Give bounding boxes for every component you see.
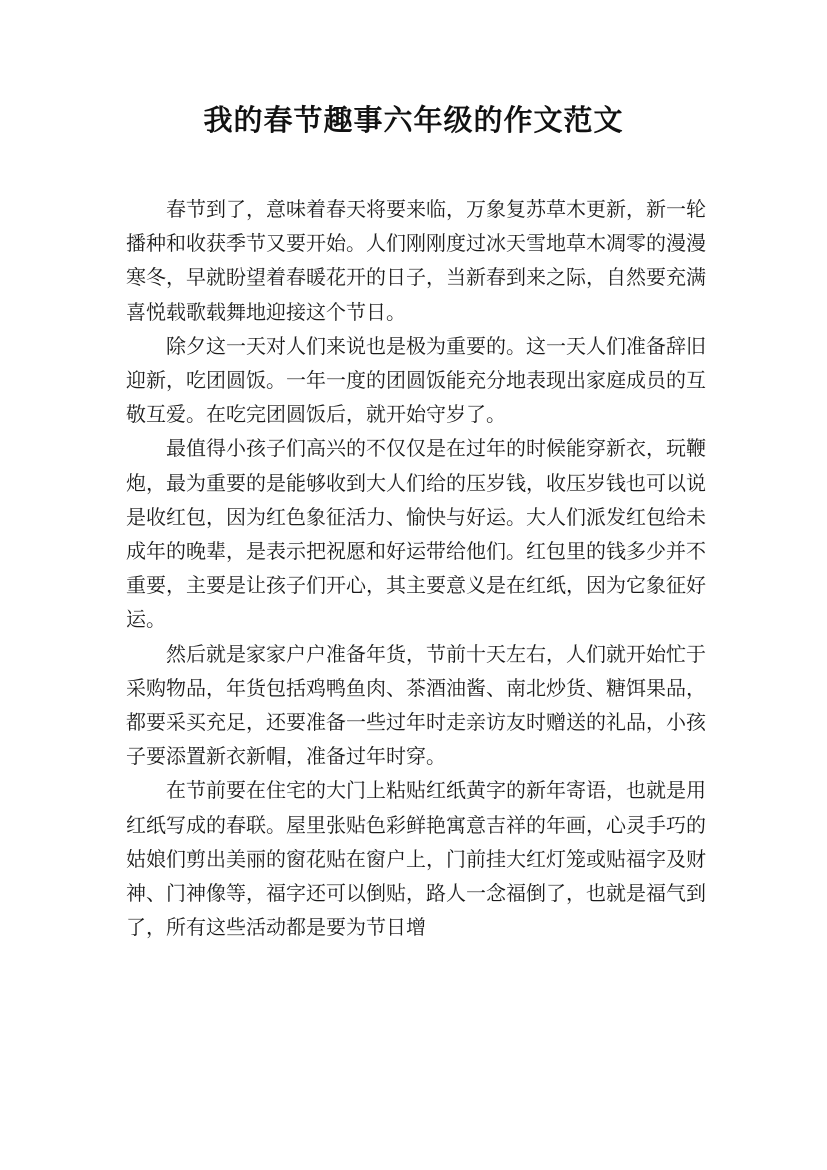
paragraph: 春节到了，意味着春天将要来临，万象复苏草木更新，新一轮播种和收获季节又要开始。人们刚刚度过冰天雪地草木凋零的漫漫寒冬，早就盼望着春暖花开的日子，当新春到来之际，自然要充满喜悦载歌载舞地迎接这个节日。 <box>126 197 706 324</box>
paragraph: 然后就是家家户户准备年货，节前十天左右，人们就开始忙于采购物品，年货包括鸡鸭鱼肉、茶酒油酱、南北炒货、糖饵果品，都要采买充足，还要准备一些过年时走亲访友时赠送的礼品，小孩子要添置新衣新帽，准备过年时穿。 <box>126 641 706 769</box>
paragraph: 除夕这一天对人们来说也是极为重要的。这一天人们准备辞旧迎新，吃团圆饭。一年一度的团圆饭能充分地表现出家庭成员的互敬互爱。在吃完团圆饭后，就开始守岁了。 <box>126 333 706 427</box>
paragraph: 最值得小孩子们高兴的不仅仅是在过年的时候能穿新衣，玩鞭炮，最为重要的是能够收到大人们给的压岁钱，收压岁钱也可以说是收红包，因为红色象征活力、愉快与好运。大人们派发红包给未成年的晚辈，是表示把祝愿和好运带给他们。红包里的钱多少并不重要，主要是让孩子们开心，其主要意义是在红纸，因为它象征好运。 <box>126 436 706 632</box>
document-title: 我的春节趣事六年级的作文范文 <box>203 103 624 137</box>
paragraph: 在节前要在住宅的大门上粘贴红纸黄字的新年寄语，也就是用红纸写成的春联。屋里张贴色彩鲜艳寓意吉祥的年画，心灵手巧的姑娘们剪出美丽的窗花贴在窗户上，门前挂大红灯笼或贴福字及财神、门神像等，福字还可以倒贴，路人一念福倒了，也就是福气到了，所有这些活动都是要为节日增 <box>126 778 706 940</box>
document-body <box>126 192 706 944</box>
